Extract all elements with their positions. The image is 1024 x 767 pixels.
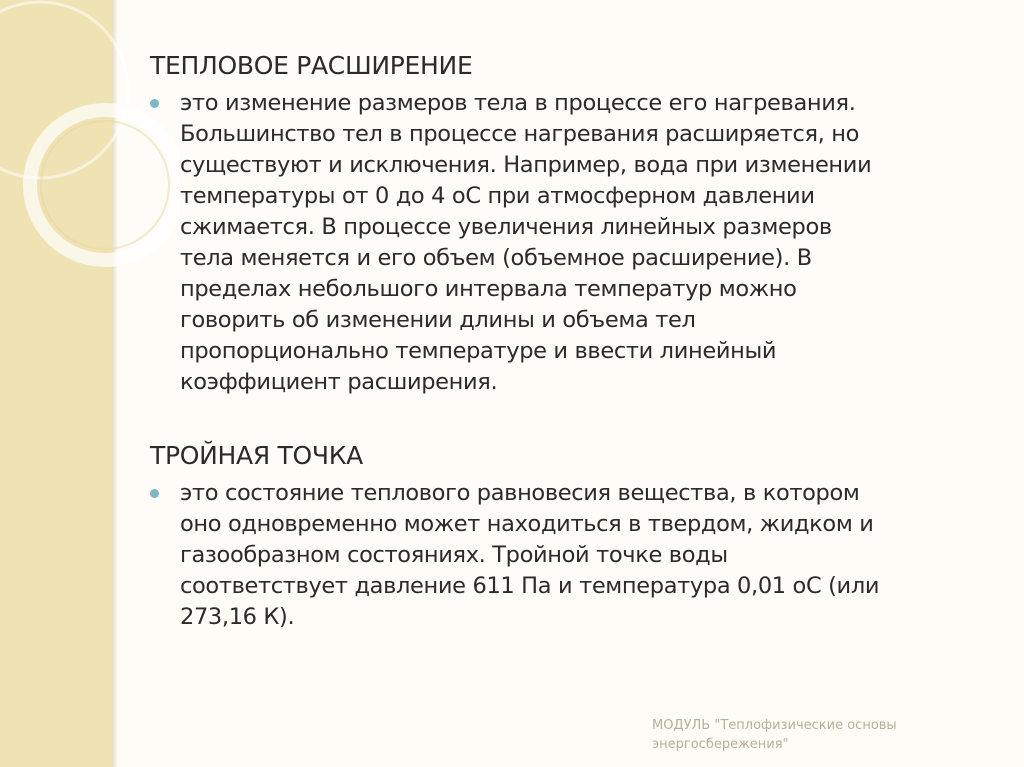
section-heading: ТЕПЛОВОЕ РАСШИРЕНИЕ xyxy=(150,51,473,80)
section-thermal-expansion xyxy=(150,50,990,398)
footer-module-label: МОДУЛЬ "Теплофизические основы энергосбережения" xyxy=(652,718,897,752)
section-triple-point xyxy=(150,440,990,633)
bullet-text: это изменение размеров тела в процессе его нагревания. Большинство тел в процессе нагревания расширяется, но существуют и исключения. Например, вода при изменении температуры от 0 до 4 оС при атмосферном давлении сжимается. В процессе увеличения линейных размеров тела меняется и его объем (объемное расширение). В пределах небольшого интервала температур можно говорить об изменении длины и объема тел пропорционально температуре и ввести линейный коэффициент расширения. xyxy=(180,90,872,395)
ring-large xyxy=(0,2,128,178)
section-heading: ТРОЙНАЯ ТОЧКА xyxy=(150,441,363,470)
bullet-icon xyxy=(150,99,159,108)
bullet-icon xyxy=(150,489,159,498)
bullet-item xyxy=(150,88,990,398)
slide-content xyxy=(150,50,990,633)
bullet-text: это состояние теплового равновесия вещества, в котором оно одновременно может находиться в твердом, жидком и газообразном состояниях. Тройной точке воды соответствует давление 611 Па и температура 0,01 оС (или 273,16 К). xyxy=(180,480,880,630)
bullet-item xyxy=(150,478,990,633)
